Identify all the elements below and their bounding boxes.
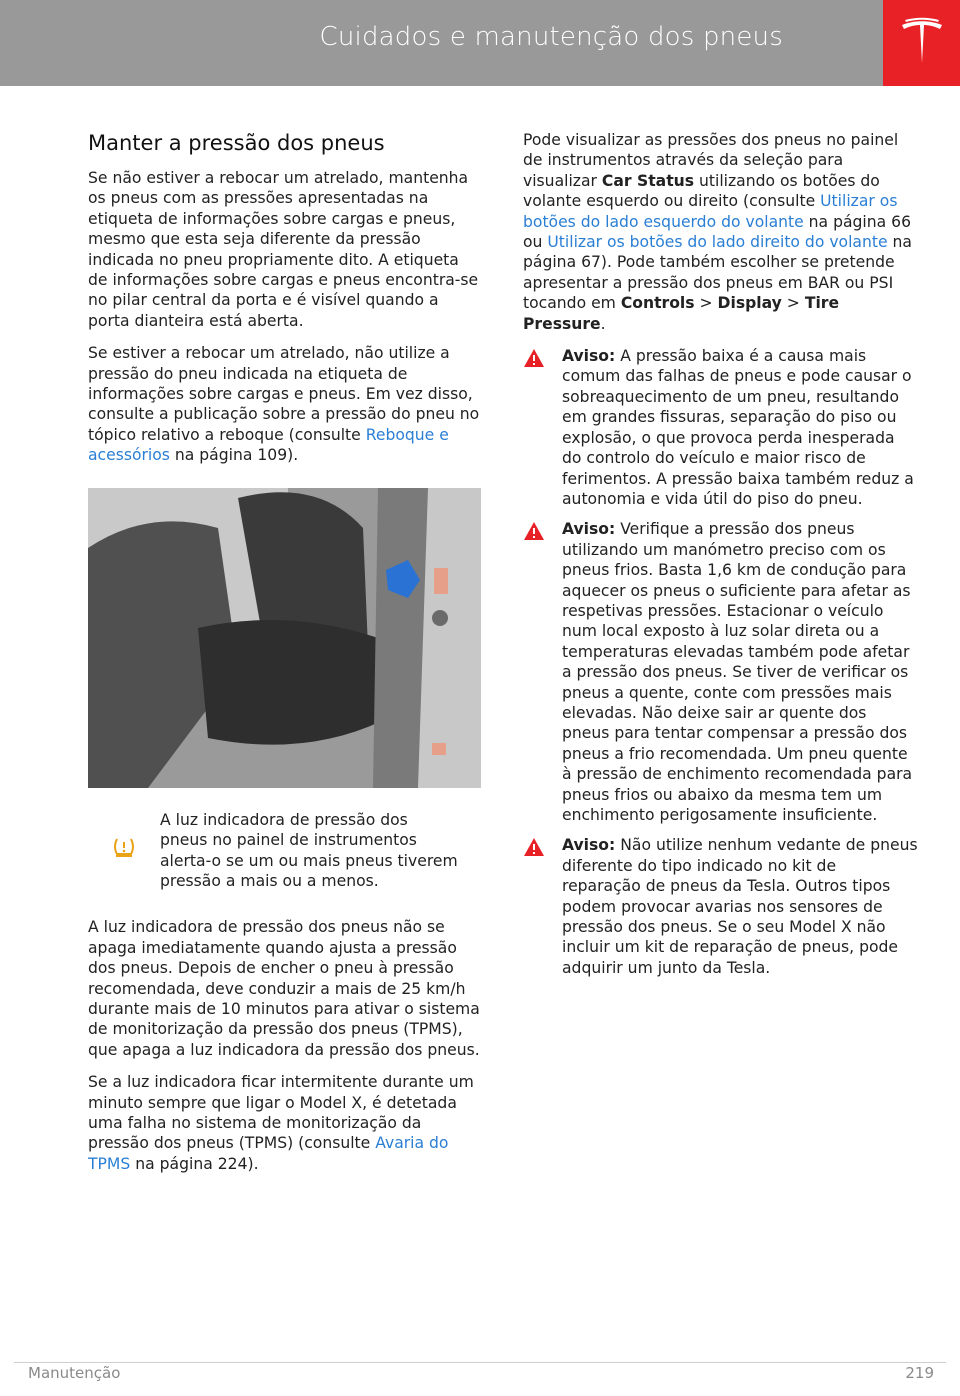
text: Se estiver a rebocar um atrelado, não utilize a pressão do pneu indicada na etiqueta de informações sobre cargas e pneus. Em vez disso, consulte a publicação sobre a pressão do pneu no tópico relativo a reboque (consulte xyxy=(88,344,480,444)
car-status-label: Car Status xyxy=(601,171,695,190)
car-seat-illustration xyxy=(88,488,481,788)
door-pillar-photo xyxy=(88,488,481,788)
paragraph-load-label: Se não estiver a rebocar um atrelado, mantenha os pneus com as pressões apresentadas na etiqueta de informações sobre cargas e pneus, mesmo que esta seja diferente da pressão indicada no pneu propriamente dito. A etiqueta de informações sobre cargas e pneus encontra-se no pilar central da porta e é visível quando a porta dianteira está aberta. xyxy=(88,169,479,330)
warning-triangle-icon xyxy=(523,837,545,857)
indicator-icon-wrap xyxy=(88,810,160,858)
page-title: Cuidados e manutenção dos pneus xyxy=(319,22,783,52)
paragraph-tpms-light: A luz indicadora de pressão dos pneus não se apaga imediatamente quando ajusta a pressão dos pneus. Depois de encher o pneu à pressão recomendada, deve conduzir a mais de 25 km/h durante mais de 10 minutos para ativar o sistema de monitorização da pressão dos pneus (TPMS), que apaga a luz indicadora da pressão dos pneus. xyxy=(88,918,480,1059)
warning-text xyxy=(562,519,918,825)
tesla-logo-icon xyxy=(900,17,944,69)
text: Se a luz indicadora ficar intermitente durante um minuto sempre que ligar o Model X, é detetada uma falha no sistema de monitorização da pressão dos pneus (TPMS) (consulte xyxy=(88,1073,474,1153)
warning-icon-wrap xyxy=(523,835,562,862)
link-right-buttons[interactable]: Utilizar os botões do lado direito do volante xyxy=(547,233,888,252)
logo-box xyxy=(883,0,960,86)
link-towing[interactable]: Reboque e acessórios xyxy=(88,425,449,465)
footer-section: Manutenção xyxy=(28,1364,121,1382)
text: Pode visualizar as pressões dos pneus no painel de instrumentos através da seleção para visualizar xyxy=(523,131,899,190)
warning-text xyxy=(562,835,918,978)
paragraph-view-pressure xyxy=(523,130,918,334)
text: na página 67). Pode também escolher se pretende apresentar a pressão dos pneus em BAR ou PSI tocando em xyxy=(523,233,912,313)
text: > xyxy=(694,294,718,313)
text: A pressão baixa é a causa mais comum das falhas de pneus e pode causar o sobreaquecimento de um pneu, resultando em grandes fissuras, separação do piso ou explosão, o que provoca perda inesperada do controlo do veículo e maior risco de ferimentos. A pressão baixa também reduz a autonomia e vida útil do piso do pneu. xyxy=(562,347,914,508)
text: na página 109). xyxy=(169,446,299,465)
text: Não utilize nenhum vedante de pneus diferente do tipo indicado no kit de reparação de pneus da Tesla. Outros tipos podem provocar avarias nos sensores de pressão dos pneus. Se o seu Model X não incluir um kit de reparação de pneus, pode adquirir um junto da Tesla. xyxy=(562,836,918,977)
indicator-text: A luz indicadora de pressão dos pneus no painel de instrumentos alerta-o se um ou mais pneus tiverem pressão a mais ou a menos. xyxy=(160,810,458,890)
text: > xyxy=(781,294,805,313)
text: utilizando os botões do volante esquerdo ou direito (consulte xyxy=(523,171,880,211)
warning-block xyxy=(523,835,918,978)
link-tpms-fault[interactable]: Avaria do TPMS xyxy=(88,1134,449,1173)
right-column xyxy=(523,130,918,988)
paragraph-towing xyxy=(88,343,483,465)
warning-icon-wrap xyxy=(523,519,562,546)
warning-block xyxy=(523,346,918,509)
warning-triangle-icon xyxy=(523,521,545,541)
warning-block xyxy=(523,519,918,825)
paragraph-tpms-fault xyxy=(88,1072,483,1174)
warning-label: Aviso: xyxy=(562,347,616,366)
text: . xyxy=(600,314,606,333)
footer-divider xyxy=(14,1362,946,1363)
warning-label: Aviso: xyxy=(562,520,616,539)
warning-label: Aviso: xyxy=(562,836,616,855)
header-bar xyxy=(0,0,883,86)
section-heading: Manter a pressão dos pneus xyxy=(88,131,385,155)
menu-controls: Controls xyxy=(620,294,695,313)
text: na página 224). xyxy=(130,1154,259,1173)
left-column xyxy=(88,128,483,1186)
indicator-note xyxy=(88,810,483,892)
menu-tire-pressure: Tire Pressure xyxy=(523,294,840,333)
tire-pressure-warning-icon xyxy=(113,836,135,858)
link-left-buttons[interactable]: Utilizar os botões do lado esquerdo do volante xyxy=(523,192,898,231)
warning-icon-wrap xyxy=(523,346,562,373)
warning-text xyxy=(562,346,918,509)
text: Verifique a pressão dos pneus utilizando um manómetro preciso com os pneus frios. Basta 1,6 km de condução para aquecer os pneus o suficiente para afetar as respetivas pressões. Estacionar o veículo num local exposto à luz solar direta ou a temperaturas elevadas também pode afetar a pressão dos pneus. Se tiver de verificar os pneus a quente, conte com pressões mais elevadas. Não deixe sair ar quente dos pneus para tentar compensar a pressão dos pneus a frio recomendada. Um pneu quente à pressão de enchimento recomendada para pneus frios ou abaixo da mesma tem um enchimento perigosamente insuficiente. xyxy=(562,520,913,824)
text: na página 66 ou xyxy=(523,212,911,252)
menu-display: Display xyxy=(717,294,782,313)
footer-page-number: 219 xyxy=(905,1364,934,1382)
warning-triangle-icon xyxy=(523,348,545,368)
